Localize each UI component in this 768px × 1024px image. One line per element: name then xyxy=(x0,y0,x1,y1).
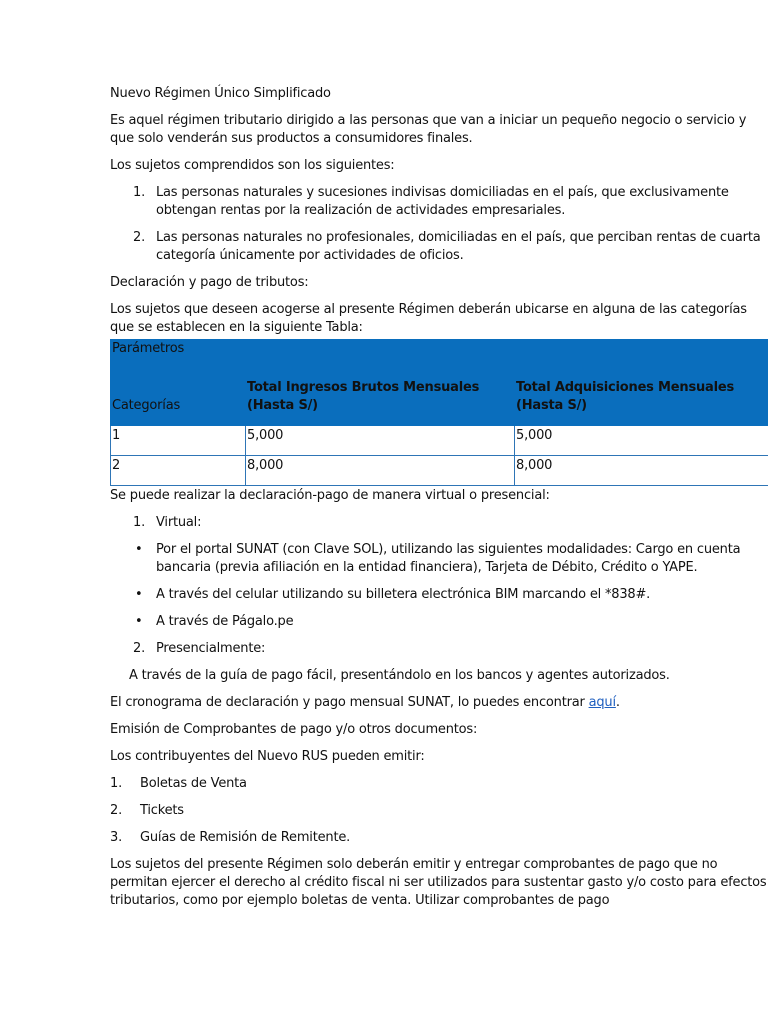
list-item xyxy=(110,586,768,604)
declaration-heading: Declaración y pago de tributos: xyxy=(110,275,309,290)
payment-methods-list xyxy=(110,514,768,532)
documents-list xyxy=(110,775,768,847)
list-item-text: A través de Págalo.pe xyxy=(156,614,294,629)
payment-methods-list-continued xyxy=(110,640,768,658)
list-item xyxy=(110,514,768,532)
subjects-heading: Los sujetos comprendidos son los siguientes: xyxy=(110,158,395,173)
list-marker: 2. xyxy=(133,230,146,245)
emission-intro: Los contribuyentes del Nuevo RUS pueden emitir: xyxy=(110,749,425,764)
virtual-options-list xyxy=(110,541,768,631)
table-row xyxy=(111,456,768,486)
bullet-marker: • xyxy=(135,542,143,557)
payment-intro: Se puede realizar la declaración-pago de manera virtual o presencial: xyxy=(110,488,550,503)
table-cell: 8,000 xyxy=(515,456,768,486)
bullet-marker: • xyxy=(135,587,143,602)
table-header-cell: Total Adquisiciones Mensuales (Hasta S/) xyxy=(515,361,768,426)
document-title: Nuevo Régimen Único Simplificado xyxy=(110,86,331,101)
list-item-text: Las personas naturales no profesionales, domiciliadas en el país, que perciban rentas de cuarta categoría únicamente por actividades de oficios. xyxy=(156,230,761,263)
list-marker: 3. xyxy=(110,830,123,845)
list-item xyxy=(110,229,768,265)
list-marker: 1. xyxy=(133,185,146,200)
list-item-text: Boletas de Venta xyxy=(140,776,247,791)
document-page xyxy=(110,85,768,910)
presencial-paragraph: A través de la guía de pago fácil, presentándolo en los bancos y agentes autorizados. xyxy=(129,668,670,683)
list-item xyxy=(110,184,768,220)
list-item-text: A través del celular utilizando su billetera electrónica BIM marcando el *838#. xyxy=(156,587,651,602)
categories-table xyxy=(110,339,768,486)
list-item xyxy=(110,829,768,847)
list-item-text: Tickets xyxy=(140,803,184,818)
list-marker: 2. xyxy=(110,803,123,818)
declaration-paragraph: Los sujetos que deseen acogerse al presente Régimen deberán ubicarse en alguna de las categorías que se establecen en la siguiente Tabla: xyxy=(110,302,747,335)
table-row xyxy=(111,426,768,456)
list-item-text: Presencialmente: xyxy=(156,641,266,656)
table-cell: 1 xyxy=(111,426,246,456)
list-item xyxy=(110,640,768,658)
intro-paragraph: Es aquel régimen tributario dirigido a las personas que van a iniciar un pequeño negocio o servicio y que solo venderán sus productos a consumidores finales. xyxy=(110,113,747,146)
subjects-list xyxy=(110,184,768,265)
closing-paragraph: Los sujetos del presente Régimen solo deberán emitir y entregar comprobantes de pago que no permitan ejercer el derecho al crédito fiscal ni ser utilizados para sustentar gasto y/o costo para efectos tributarios, como por ejemplo boletas de venta. Utilizar comprobantes de pago xyxy=(110,857,767,908)
list-item-text: Virtual: xyxy=(156,515,202,530)
table-cell: 5,000 xyxy=(246,426,515,456)
schedule-end: . xyxy=(615,695,620,710)
list-marker: 1. xyxy=(110,776,123,791)
schedule-text: El cronograma de declaración y pago mensual SUNAT, lo puedes encontrar xyxy=(110,695,589,710)
table-cell: 2 xyxy=(111,456,246,486)
table-header-cell: Total Ingresos Brutos Mensuales (Hasta S/) xyxy=(246,361,515,426)
table-header-row xyxy=(111,361,768,426)
schedule-paragraph xyxy=(110,694,768,712)
list-item xyxy=(110,613,768,631)
table-caption-row xyxy=(111,340,768,361)
table-cell: 5,000 xyxy=(515,426,768,456)
bullet-marker: • xyxy=(135,614,143,629)
emission-heading: Emisión de Comprobantes de pago y/o otros documentos: xyxy=(110,722,478,737)
list-item xyxy=(110,541,768,577)
list-item-text: Las personas naturales y sucesiones indivisas domiciliadas en el país, que exclusivamente obtengan rentas por la realización de actividades empresariales. xyxy=(156,185,729,218)
list-marker: 2. xyxy=(133,641,146,656)
list-item-text: Por el portal SUNAT (con Clave SOL), utilizando las siguientes modalidades: Cargo en cuenta bancaria (previa afiliación en la entidad financiera), Tarjeta de Débito, Crédito o YAPE. xyxy=(156,542,741,575)
list-item-text: Guías de Remisión de Remitente. xyxy=(140,830,351,845)
list-item xyxy=(110,775,768,793)
list-item xyxy=(110,802,768,820)
table-header-cell: Categorías xyxy=(111,361,246,426)
schedule-link[interactable]: aquí xyxy=(588,695,616,710)
table-cell: 8,000 xyxy=(246,456,515,486)
table-caption: Parámetros xyxy=(111,340,768,361)
list-marker: 1. xyxy=(133,515,146,530)
